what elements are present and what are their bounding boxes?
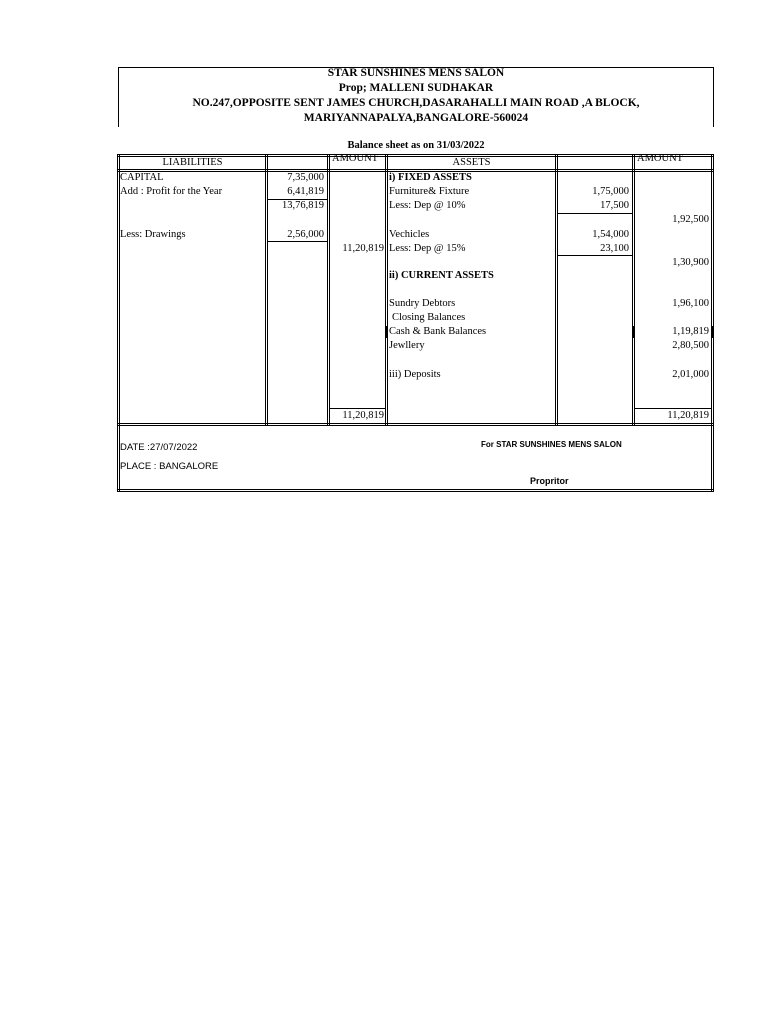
column-header-divider bbox=[117, 169, 714, 170]
jewellery-value: 2,80,500 bbox=[672, 340, 709, 351]
col-divider-5 bbox=[632, 154, 633, 425]
footer-bottom-border-2 bbox=[117, 491, 714, 492]
cash-label: Cash & Bank Balances bbox=[389, 326, 487, 337]
table-bottom-border bbox=[117, 423, 714, 424]
closing-balances-label: Closing Balances bbox=[392, 312, 466, 323]
col-amount-left: AMOUNT bbox=[332, 153, 379, 164]
col-amount-right: AMOUNT bbox=[637, 153, 684, 164]
table-right-border bbox=[713, 154, 714, 492]
furniture-net: 1,92,500 bbox=[672, 214, 709, 225]
furniture-line bbox=[557, 213, 633, 214]
net-capital: 11,20,819 bbox=[342, 243, 384, 254]
col-divider-1 bbox=[265, 154, 266, 425]
address-line-2: MARIYANNAPALYA,BANGALORE-560024 bbox=[303, 112, 529, 124]
right-total-line bbox=[634, 408, 712, 409]
drawings-line bbox=[267, 241, 328, 242]
table-right-border-inner bbox=[711, 154, 712, 492]
table-bottom-border-2 bbox=[117, 425, 714, 426]
furniture-label: Furniture& Fixture bbox=[389, 186, 470, 197]
footer-date: DATE :27/07/2022 bbox=[120, 442, 198, 453]
cell-mark-left bbox=[385, 326, 388, 338]
drawings-label: Less: Drawings bbox=[120, 229, 186, 240]
col-divider-2b bbox=[329, 154, 330, 425]
footer-bottom-border bbox=[117, 489, 714, 490]
cell-mark-right bbox=[711, 326, 714, 338]
proprietor-name: Prop; MALLENI SUDHAKAR bbox=[338, 82, 494, 94]
vehicles-line bbox=[557, 255, 633, 256]
footer-place: PLACE : BANGALORE bbox=[120, 461, 219, 472]
furniture-dep-value: 17,500 bbox=[600, 200, 629, 211]
table-top-border bbox=[117, 154, 714, 155]
fixed-assets-heading: i) FIXED ASSETS bbox=[389, 172, 472, 183]
furniture-value: 1,75,000 bbox=[592, 186, 629, 197]
cash-value: 1,19,819 bbox=[672, 326, 709, 337]
capital-value: 7,35,000 bbox=[287, 172, 324, 183]
vehicles-label: Vechicles bbox=[389, 229, 430, 240]
debtors-label: Sundry Debtors bbox=[389, 298, 456, 309]
profit-label: Add : Profit for the Year bbox=[120, 186, 223, 197]
col-divider-4 bbox=[555, 154, 556, 425]
table-left-border bbox=[117, 154, 118, 492]
jewellery-label: Jewllery bbox=[389, 340, 425, 351]
col-divider-5b bbox=[634, 154, 635, 425]
debtors-value: 1,96,100 bbox=[672, 298, 709, 309]
col-assets: ASSETS bbox=[452, 157, 491, 168]
deposits-label: iii) Deposits bbox=[389, 369, 441, 380]
address-line-1: NO.247,OPPOSITE SENT JAMES CHURCH,DASARAHALLI MAIN ROAD ,A BLOCK, bbox=[192, 97, 640, 109]
vehicles-dep-label: Less: Dep @ 15% bbox=[389, 243, 466, 254]
col-divider-2 bbox=[327, 154, 328, 425]
sheet-title: Balance sheet as on 31/03/2022 bbox=[347, 140, 485, 151]
footer-signatory: Propritor bbox=[530, 476, 569, 486]
col-liabilities: LIABILITIES bbox=[162, 157, 223, 168]
deposits-value: 2,01,000 bbox=[672, 369, 709, 380]
furniture-dep-label: Less: Dep @ 10% bbox=[389, 200, 466, 211]
col-divider-3b bbox=[387, 154, 388, 425]
business-name: STAR SUNSHINES MENS SALON bbox=[327, 67, 505, 79]
footer-for-business: For STAR SUNSHINES MENS SALON bbox=[481, 440, 622, 449]
left-total-line bbox=[329, 408, 386, 409]
col-divider-3 bbox=[385, 154, 386, 425]
drawings-value: 2,56,000 bbox=[287, 229, 324, 240]
vehicles-net: 1,30,900 bbox=[672, 257, 709, 268]
capital-label: CAPITAL bbox=[120, 172, 164, 183]
current-assets-heading: ii) CURRENT ASSETS bbox=[389, 270, 494, 281]
cell-mark-mid bbox=[632, 326, 635, 338]
vehicles-dep-value: 23,100 bbox=[600, 243, 629, 254]
capital-subtotal: 13,76,819 bbox=[282, 200, 324, 211]
profit-value: 6,41,819 bbox=[287, 186, 324, 197]
vehicles-value: 1,54,000 bbox=[592, 229, 629, 240]
liabilities-total: 11,20,819 bbox=[342, 410, 384, 421]
assets-total: 11,20,819 bbox=[667, 410, 709, 421]
